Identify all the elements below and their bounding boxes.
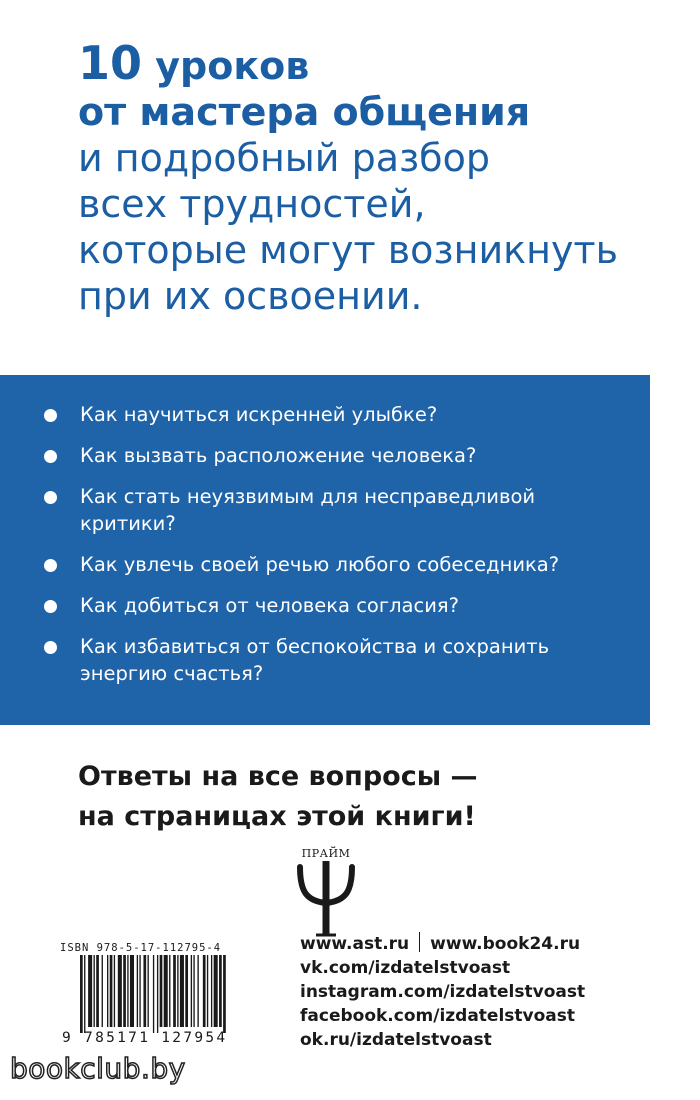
barcode-bar bbox=[185, 955, 188, 1027]
barcode-bar bbox=[118, 955, 122, 1027]
barcode-bar bbox=[107, 955, 108, 1027]
headline-line-1 bbox=[78, 36, 658, 90]
link-ok: ok.ru/izdatelstvoast bbox=[300, 1030, 492, 1050]
question-text: Как стать неуязвимым для несправедливой критики? bbox=[80, 485, 536, 535]
barcode-bar bbox=[211, 955, 212, 1027]
barcode bbox=[80, 955, 290, 1033]
barcode-bar bbox=[102, 955, 103, 1027]
question-text: Как вызвать расположение человека? bbox=[80, 444, 477, 467]
barcode-bar bbox=[96, 955, 99, 1027]
bullet-icon bbox=[44, 409, 57, 422]
barcode-bar bbox=[130, 955, 134, 1027]
publisher-links bbox=[300, 932, 620, 1052]
barcode-bar bbox=[110, 955, 113, 1027]
questions-list bbox=[40, 401, 640, 701]
links-row-sites bbox=[300, 932, 620, 956]
barcode-bar bbox=[164, 955, 168, 1027]
headline-line-2: от мастера общения bbox=[78, 90, 531, 134]
barcode-bar bbox=[153, 955, 154, 1033]
question-text: Как научиться искренней улыбке? bbox=[80, 403, 438, 426]
publisher-name: ПРАЙМ bbox=[301, 847, 351, 860]
link-ast: www.ast.ru bbox=[300, 934, 410, 954]
headline-number: 10 bbox=[78, 36, 143, 90]
bullet-icon bbox=[44, 491, 57, 504]
barcode-bar bbox=[143, 955, 146, 1027]
isbn-label: ISBN 978-5-17-112795-4 bbox=[60, 942, 222, 954]
barcode-bar bbox=[139, 955, 140, 1027]
barcode-bar bbox=[94, 955, 95, 1027]
barcode-bar bbox=[180, 955, 184, 1027]
headline-line-1-text: уроков bbox=[142, 44, 310, 88]
barcode-bar bbox=[214, 955, 218, 1027]
barcode-bar bbox=[114, 955, 115, 1027]
publisher-logo bbox=[286, 847, 366, 942]
link-vk: vk.com/izdatelstvoast bbox=[300, 958, 511, 978]
barcode-bar bbox=[177, 955, 178, 1027]
bullet-icon bbox=[44, 559, 57, 572]
headline-line-6: при их освоении. bbox=[78, 274, 423, 318]
barcode-bar bbox=[207, 955, 208, 1027]
headline-line-5: которые могут возникнуть bbox=[78, 228, 618, 272]
question-item bbox=[40, 592, 640, 619]
headline-line-3: и подробный разбор bbox=[78, 136, 490, 180]
question-item bbox=[40, 442, 640, 469]
barcode-bar bbox=[173, 955, 176, 1027]
watermark: bookclub.by bbox=[10, 1052, 186, 1085]
barcode-bar bbox=[160, 955, 163, 1027]
barcode-bar bbox=[191, 955, 192, 1027]
barcode-digits: 9 785171 127954 bbox=[62, 1030, 228, 1046]
barcode-bar bbox=[137, 955, 138, 1027]
barcode-bar bbox=[223, 955, 226, 1033]
answer-line-1: Ответы на все вопросы — bbox=[78, 761, 478, 792]
link-book24: www.book24.ru bbox=[430, 934, 581, 954]
barcode-bar bbox=[88, 955, 92, 1027]
link-facebook: facebook.com/izdatelstvoast bbox=[300, 1006, 576, 1026]
question-text: Как избавиться от беспокойства и сохранить энергию счастья? bbox=[80, 635, 550, 685]
link-instagram: instagram.com/izdatelstvoast bbox=[300, 982, 586, 1002]
headline bbox=[78, 36, 658, 319]
psi-icon bbox=[286, 861, 366, 941]
headline-line-4: всех трудностей, bbox=[78, 182, 426, 226]
answer-line-2: на страницах этой книги! bbox=[78, 801, 476, 832]
questions-band bbox=[0, 375, 650, 725]
question-item bbox=[40, 633, 640, 687]
barcode-bar bbox=[197, 955, 198, 1027]
question-item bbox=[40, 401, 640, 428]
barcode-bar bbox=[169, 955, 170, 1027]
barcode-bar bbox=[157, 955, 158, 1033]
bullet-icon bbox=[44, 641, 57, 654]
separator bbox=[419, 932, 420, 952]
barcode-bar bbox=[127, 955, 128, 1027]
bullet-icon bbox=[44, 450, 57, 463]
barcode-bar bbox=[148, 955, 149, 1027]
question-item bbox=[40, 483, 640, 537]
bullet-icon bbox=[44, 600, 57, 613]
barcode-bar bbox=[123, 955, 126, 1027]
barcode-bar bbox=[84, 955, 85, 1033]
barcode-bar bbox=[203, 955, 206, 1027]
question-text: Как увлечь своей речью любого собеседника? bbox=[80, 553, 560, 576]
barcode-bar bbox=[193, 955, 194, 1027]
answer-block bbox=[78, 757, 638, 837]
question-text: Как добиться от человека согласия? bbox=[80, 594, 459, 617]
barcode-bar bbox=[219, 955, 222, 1027]
question-item bbox=[40, 551, 640, 578]
barcode-bar bbox=[80, 955, 83, 1033]
